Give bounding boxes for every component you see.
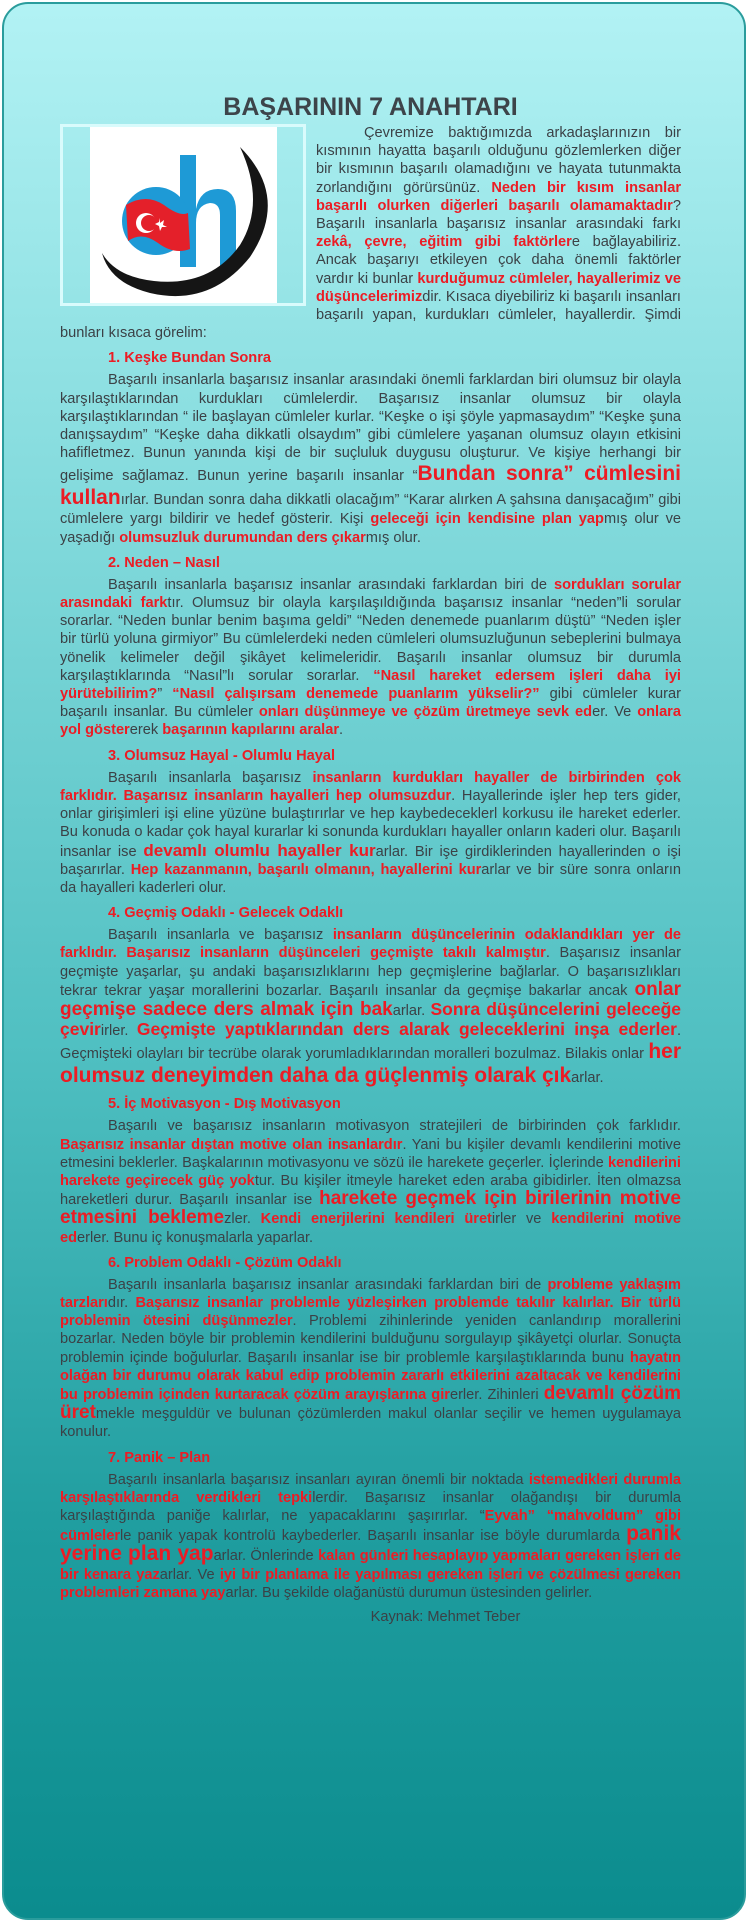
section-heading-5: 5. İç Motivasyon - Dış Motivasyon [108,1096,341,1113]
section-heading-2: 2. Neden – Nasıl [108,554,220,571]
section-heading-3: 3. Olumsuz Hayal - Olumlu Hayal [108,747,336,764]
section-paragraph-5: Başarılı ve başarısız insanların motivasyon stratejileri de birbirinden çok farklıdır. Başarısız insanlar dıştan motive olan insanlardır. Yani bu kişiler devamlı kendilerini motive etmesini beklerler. Başkalarının motivasyonu ve sözü ile harekete geçerler. İçlerinde kendilerini harekete geçirecek güç yoktur. Bu kişiler itmeyle hareket eden araba gibidirler. İten olmazsa hareketleri durur. Başarılı insanlar ise harekete geçmek için birilerinin motive etmesini beklemezler. Kendi enerjilerini kendileri üretirler ve kendilerini motive ederler. Bunu iç konuşmalarla yaparlar. [60,1118,682,1246]
section-paragraph-7: Başarılı insanlarla başarısız insanları ayıran önemli bir noktada istemedikleri durumla karşılaştıklarında verdikleri tepkilerdir. Başarısız insanlar olağandışı bir durumla karşılaştığında paniğe kalırlar, ne yapacaklarını şaşırırlar. “Eyvah” “mahvoldum” gibi cümlelerle panik yapak kontrolü kaybederler. Başarılı insanlar ise böyle durumlarda panik yerine plan yaparlar. Önlerinde kalan günleri hesaplayıp yapmaları gereken işleri de bir kenara yazarlar. Ve iyi bir planlama ile yapılması gereken işleri ve çözülmesi gereken problemleri zamana yayarlar. Bu şekilde olağanüstü durumun üstesinden gelirler. [60,1471,682,1601]
section-heading-4: 4. Geçmiş Odaklı - Gelecek Odaklı [108,905,344,922]
section-paragraph-6: Başarılı insanlarla başarısız insanlar arasındaki farklardan biri de probleme yaklaşım tarzlarıdır. Başarısız insanlar problemle yüzleşirken problemde takılır kalırlar. Bir türlü problemin ötesini düşünmezler. Problemi zihinlerinde yeniden canlandırıp morallerini bozarlar. Neden böyle bir problemin kendilerini bulduğunu sorgulayıp şikâyetçi olurlar. Sonuçta problemin içinde boğulurlar. Başarılı insanlar ise bir problemle karşılaştıklarında bunu hayatın olağan bir durumu olarak kabul edip problemin zararlı etkilerini azaltacak ve kendilerini bu problemin içinden kurtaracak çözüm arayışlarına girerler. Zihinleri devamlı çözüm üretmekle meşguldür ve bulunan çözümlerden makul olanlar seçilir ve hemen uygulamaya konulur. [60,1276,681,1441]
page-title: BAŞARININ 7 ANAHTARI [223,93,518,121]
article [60,92,681,1626]
section-heading-7: 7. Panik – Plan [108,1449,211,1466]
page-frame [2,2,746,1920]
logo-frame [60,124,306,306]
section-paragraph-2: Başarılı insanlarla başarısız insanlar arasındaki farklardan biri de sordukları sorular arasındaki farktır. Olumsuz bir olayla karşılaşıldığında başarısız insanlar “neden”li sorular sorarlar. “Neden bunlar benim başıma geldi” “Neden denemede puanlarım düştü” “Neden işler bir türlü yoluna girmiyor” Bu cümlelerdeki neden cümleleri olumsuzluğunun sebeplerini bulmaya yönelik kelimeler değil şikâyet kelimeleridir. Başarılı insanlar olumsuz bir durumla karşılaştıklarında “Nasıl”lı sorular sorarlar. “Nasıl hareket edersem işleri daha iyi yürütebilirim?” “Nasıl çalışırsam denemede puanlarım yükselir?” gibi cümleler kurar başarılı insanlar. Bu cümleler onları düşünmeye ve çözüm üretmeye sevk eder. Ve onlara yol göstererek başarının kapılarını aralar. [60,576,681,739]
section-paragraph-4: Başarılı insanlarla ve başarısız insanların düşüncelerinin odaklandıkları yer de farklıdır. Başarısız insanların düşünceleri geçmişte takılı kalmıştır. Başarısız insanlar geçmişte yaşarlar, şu andaki başarısızlıklarını hep geçmişlerine bağlarlar. O başarısızlıkları tekrar tekrar yaşar morallerini bozarlar. Başarılı insanlar da geçmişe bakarlar ancak onlar geçmişe sadece ders almak için bakarlar. Sonra düşüncelerini geleceğe çevirirler. Geçmişte yaptıklarından ders alarak geleceklerini inşa ederler. Geçmişteki olayları bir tecrübe olarak yorumladıklarından moralleri bozulmaz. Bilakis onlar her olumsuz deneyimden daha da güçlenmiş olarak çıkarlar. [60,927,682,1088]
section-heading-1: 1. Keşke Bundan Sonra [108,350,272,367]
section-paragraph-3: Başarılı insanlarla başarısız insanların kurdukları hayaller de birbirinden çok farklıdır. Başarısız insanların hayalleri hep olumsuzdur. Hayallerinde işler hep ters gider, onlar girişimleri işi eline yüzüne bulaştırırlar ve hep kaybedeceklerl korkusu ile hareket ederler. Bu konuda o kadar çok hayal kurarlar ki sonunda kurdukları hayaller onların kaderi olur. Başarılı insanlar ise devamlı olumlu hayaller kurarlar. Bir işe girdiklerinden hayallerinden o işi başarırlar. Hep kazanmanın, başarılı olmanın, hayallerini kurarlar ve bir süre sonra onların da hayalleri kaderleri olur. [60,769,681,896]
section-paragraph-1: Başarılı insanlarla başarısız insanlar arasındaki önemli farklardan biri olumsuz bir olayla karşılaştıklarından kurdukları cümlelerdir. Başarısız insanlar olumsuz bir olayla karşılaştıklarından “ ile başlayan cümleler kurlar. “Keşke o işi şöyle yapmasaydım” “Keşke şuna danışsaydım” “Keşke daha dikkatli olsaydım” gibi cümlelere yaşanan olumsuz olayın etkisini hafifletmez. Bunun yanında kişi de bir suçluluk duygusu oluşturur. Ve kişiye herhangi bir gelişime sağlamaz. Bunun yerine başarılı insanlar “Bundan sonra” cümlesini kullanırlar. Bundan sonra daha dikkatli olacağım” “Karar alırken A şahsına danışacağım” gibi cümlelere yargı bildirir ve hedef gösterir. Kişi geleceği için kendisine plan yapmış olur ve yaşadığı olumsuzluk durumundan ders çıkarmış olur. [60,372,681,546]
logo-graphic [90,127,277,303]
section-heading-6: 6. Problem Odaklı - Çözüm Odaklı [108,1254,342,1271]
logo [90,127,277,303]
intro-paragraph: Çevremize baktığımızda arkadaşlarınızın bir kısmının hayatta başarılı olduğunu gözlemlerken diğer bir kısmının başarılı olamadığını ve hayata tutunmakta zorlandığını görürsünüz. Neden bir kısım insanlar başarılı olurken diğerleri başarılı olamamaktadır? Başarılı insanlarla başarısız insanlar arasındaki farkı zekâ, çevre, eğitim gibi faktörlere bağlayabiliriz. Ancak başarıyı etkileyen çok daha önemli faktörler vardır ki bunlar kurduğumuz cümleler, hayallerimiz ve düşüncelerimizdir. Kısaca diyebiliriz ki başarılı insanları başarılı yapan, kurdukları cümleler, hayallerdir. Şimdi bunları kısaca görelim: [60,125,682,342]
source-credit: Kaynak: Mehmet Teber [370,1609,521,1625]
